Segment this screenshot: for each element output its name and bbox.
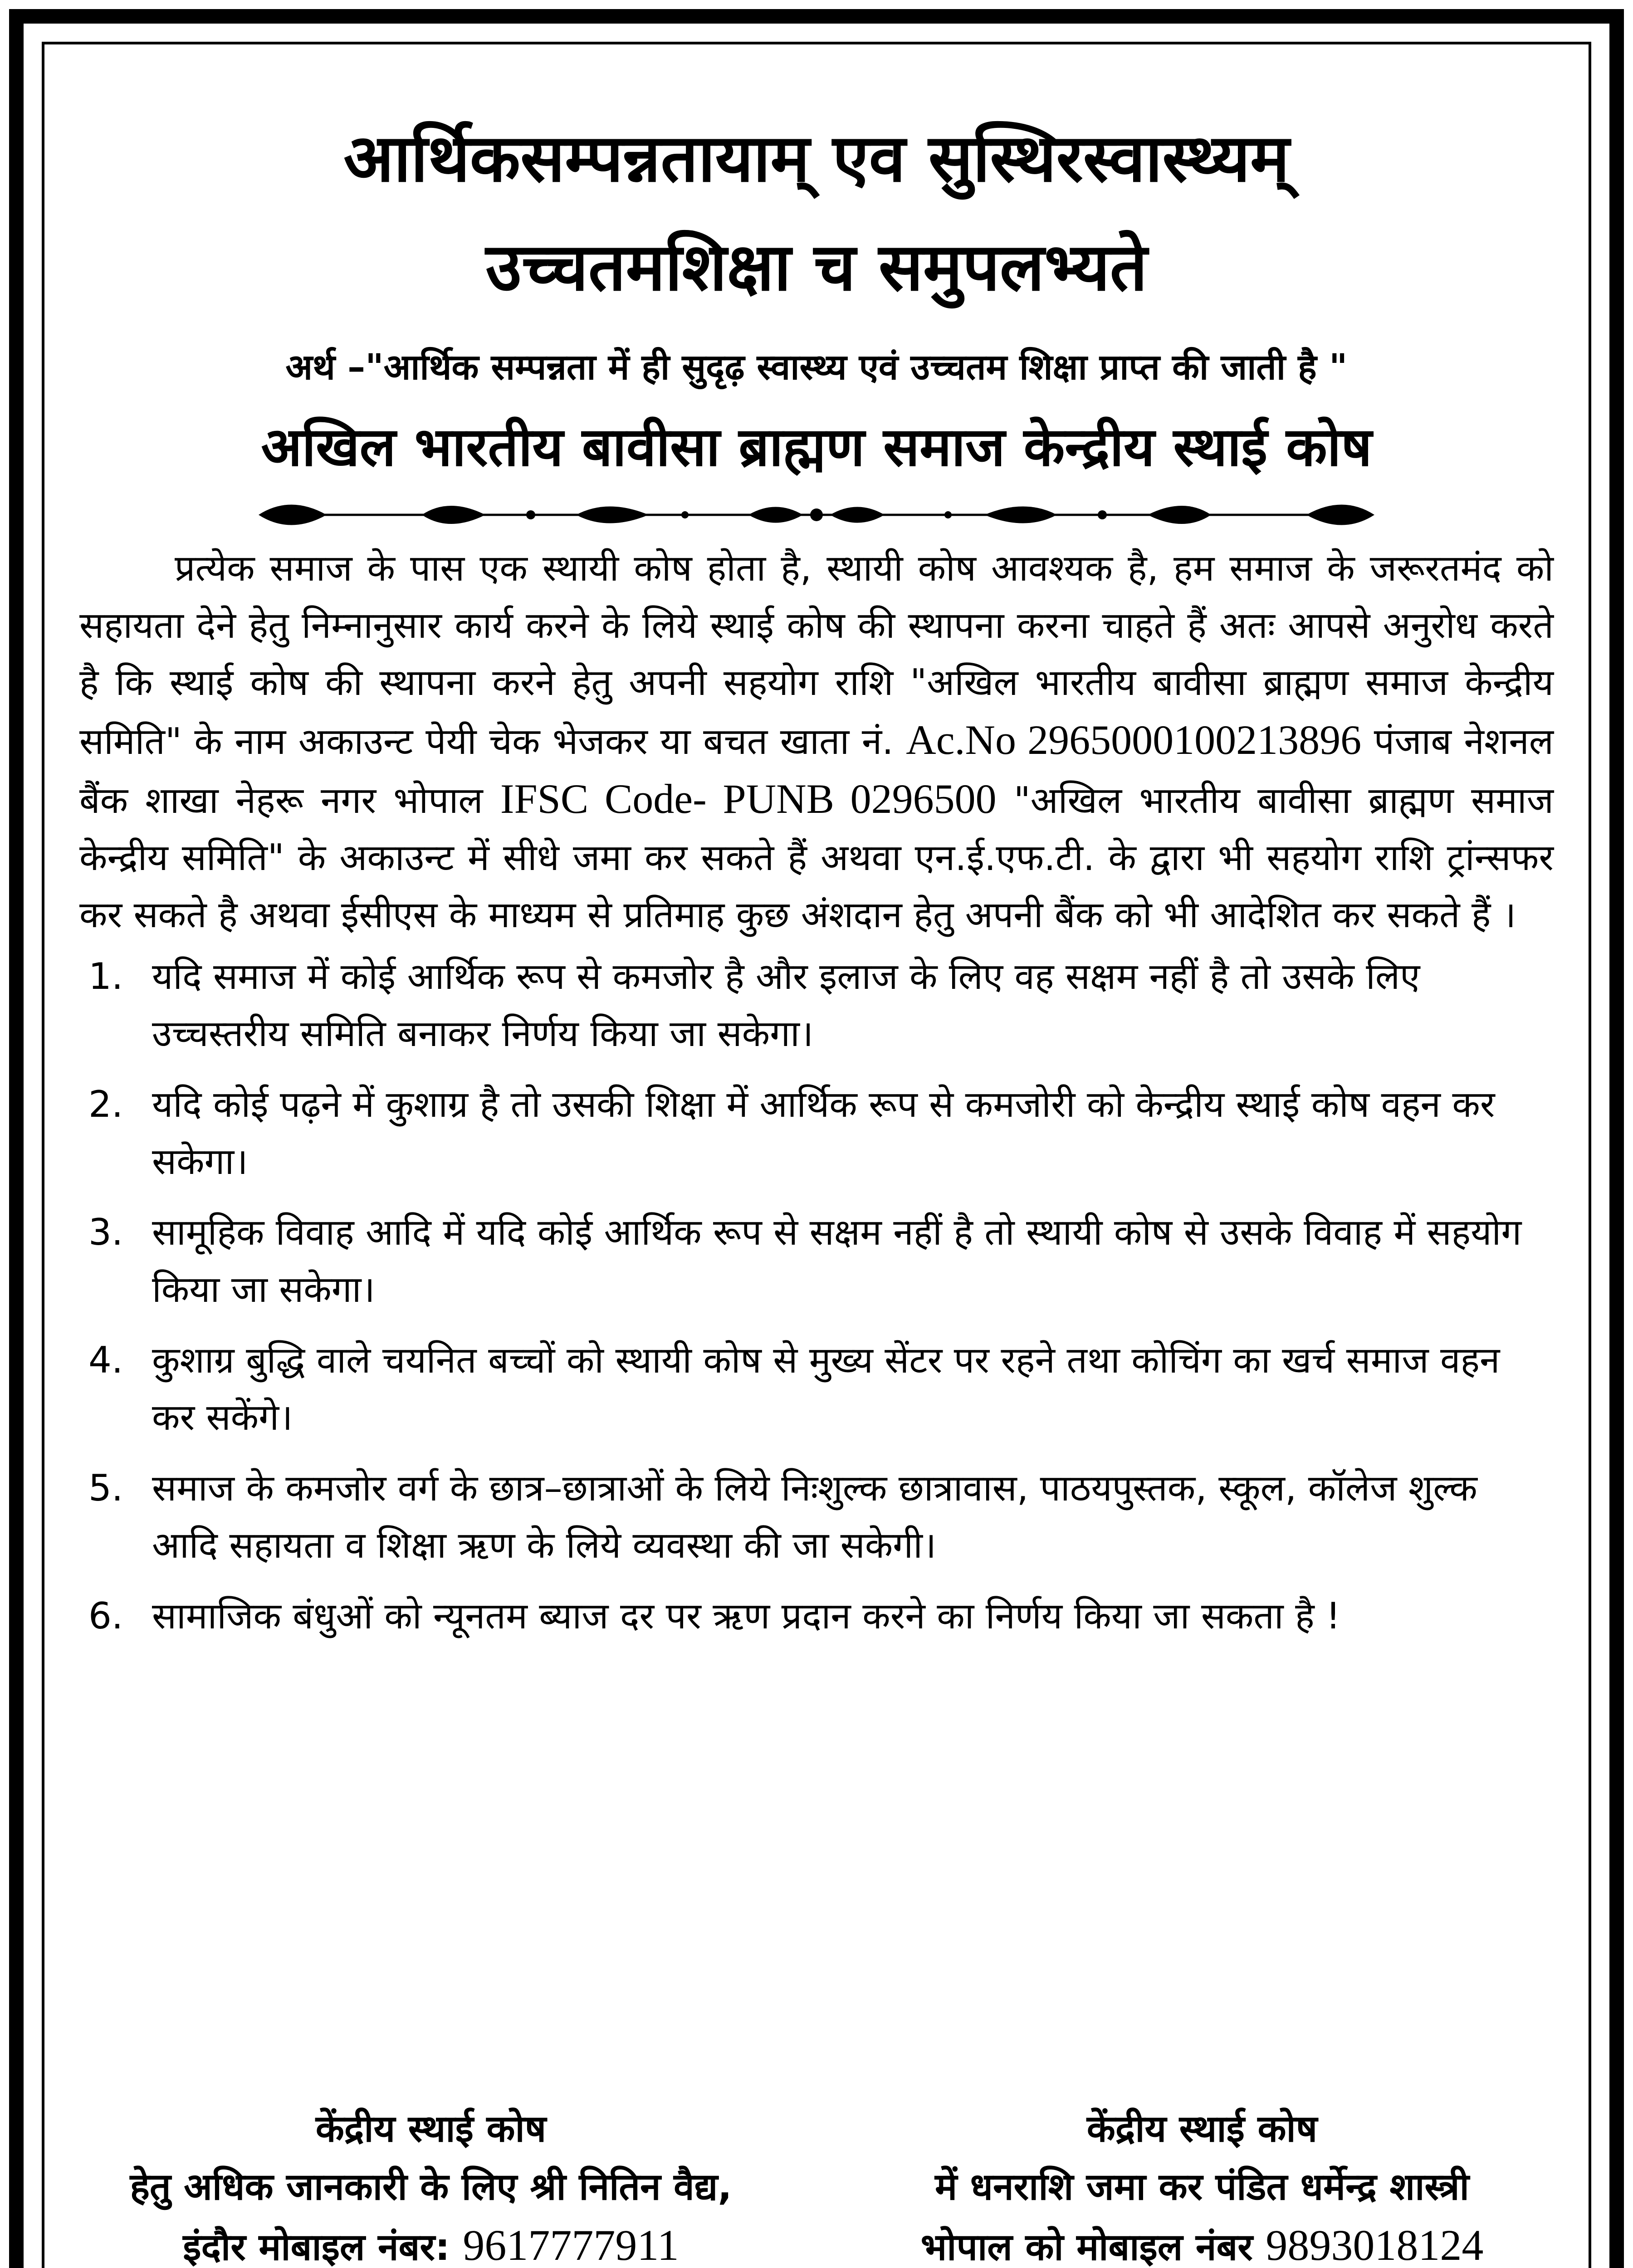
contact-left-phone: 9617777911 — [463, 2221, 679, 2268]
list-item-text: कुशाग्र बुद्धि वाले चयनित बच्चों को स्थायी कोष से मुख्य सेंटर पर रहने तथा कोचिंग का खर्च समाज वहन कर सकेंगे। — [152, 1339, 1500, 1438]
organization-title: अखिल भारतीय बावीसा ब्राह्मण समाज केन्द्रीय स्थाई कोष — [261, 415, 1372, 478]
list-item — [79, 948, 1554, 1062]
intro-paragraph — [79, 540, 1554, 943]
objectives-list — [79, 948, 1554, 1645]
contact-left — [79, 2100, 782, 2268]
list-item-number: 2. — [88, 1083, 123, 1125]
contact-right-heading: केंद्रीय स्थाई कोष — [1086, 2107, 1318, 2151]
bank-branch: पंजाब नेशनल बैंक शाखा नेहरू नगर भोपाल — [79, 720, 1554, 821]
list-item-number: 6. — [88, 1595, 123, 1637]
contact-right-info: में धनराशि जमा कर पंडित धर्मेन्द्र शास्त्री — [935, 2165, 1469, 2209]
list-item-text: समाज के कमजोर वर्ग के छात्र–छात्राओं के लिये निःशुल्क छात्रावास, पाठयपुस्तक, स्कूल, कॉलेज शुल्क आदि सहायता व शिक्षा ऋण के लिये व्यवस्था की जा सकेगी। — [152, 1467, 1477, 1566]
account-number: Ac.No 2965000100213896 — [906, 717, 1362, 763]
list-item — [79, 1588, 1554, 1645]
list-item-text: सामूहिक विवाह आदि में यदि कोई आर्थिक रूप से सक्षम नहीं है तो स्थायी कोष से उसके विवाह में सहयोग किया जा सकेगा। — [152, 1211, 1522, 1310]
intro-text-2: "अखिल भारतीय बावीसा ब्राह्मण समाज केन्द्रीय समिति" के अकाउन्ट में सीधे जमा कर सकते हैं अथवा एन.ई.एफ.टी. के द्वारा भी सहयोग राशि ट्रांन्सफर कर सकते है अथवा ईसीएस के माध्यम से प्रतिमाह कुछ अंशदान हेतु अपनी बैंक को भी आदेशित कर सकते हैं । — [79, 779, 1554, 936]
contact-left-info: हेतु अधिक जानकारी के लिए श्री नितिन वैद्य, — [130, 2165, 732, 2209]
list-item — [79, 1076, 1554, 1190]
sanskrit-verse-line-1: आर्थिकसम्पन्नतायाम् एव सुस्थिरस्वास्थ्यम् — [343, 120, 1290, 197]
contact-section — [79, 2100, 1554, 2268]
ornamental-divider-icon — [249, 494, 1384, 535]
contact-right-phone-line — [851, 2216, 1554, 2268]
sanskrit-verse-line-2: उच्चतमशिक्षा च समुपलभ्यते — [485, 229, 1148, 306]
list-item — [79, 1204, 1554, 1318]
list-item-text: सामाजिक बंधुओं को न्यूनतम ब्याज दर पर ऋण प्रदान करने का निर्णय किया जा सकता है ! — [152, 1595, 1341, 1637]
contact-right-phone-label: भोपाल को मोबाइल नंबर — [920, 2226, 1253, 2268]
list-item — [79, 1332, 1554, 1446]
list-item-number: 3. — [88, 1211, 123, 1253]
verse-meaning: अर्थ –"आर्थिक सम्पन्नता में ही सुदृढ़ स्वास्थ्य एवं उच्चतम शिक्षा प्राप्त की जाती है " — [285, 347, 1348, 388]
intro-text-1: प्रत्येक समाज के पास एक स्थायी कोष होता है, स्थायी कोष आवश्यक है, हम समाज के जरूरतमंद को सहायता देने हेतु निम्नानुसार कार्य करने के लिये स्थाई कोष की स्थापना करना चाहते हैं अतः आपसे अनुरोध करते है कि स्थाई कोष की स्थापना करने हेतु अपनी सहयोग राशि "अखिल भारतीय बावीसा ब्राह्मण समाज केन्द्रीय समिति" के नाम अकाउन्ट पेयी चेक भेजकर या बचत खाता नं. — [79, 547, 1554, 763]
contact-left-heading: केंद्रीय स्थाई कोष — [315, 2107, 547, 2151]
contact-left-phone-label: इंदौर मोबाइल नंबर: — [183, 2226, 450, 2268]
list-item-text: यदि कोई पढ़ने में कुशाग्र है तो उसकी शिक्षा में आर्थिक रूप से कमजोरी को केन्द्रीय स्थाई कोष वहन कर सकेगा। — [152, 1083, 1495, 1183]
contact-left-phone-line — [79, 2216, 782, 2268]
list-item — [79, 1460, 1554, 1574]
notice-content — [79, 104, 1554, 2268]
contact-right — [851, 2100, 1554, 2268]
list-item-number: 1. — [88, 955, 123, 997]
list-item-number: 5. — [88, 1467, 123, 1509]
list-item-number: 4. — [88, 1339, 123, 1381]
contact-right-phone: 9893018124 — [1266, 2221, 1484, 2268]
list-item-text: यदि समाज में कोई आर्थिक रूप से कमजोर है और इलाज के लिए वह सक्षम नहीं है तो उसके लिए उच्चस्तरीय समिति बनाकर निर्णय किया जा सकेगा। — [152, 955, 1420, 1055]
ifsc-code: IFSC Code- PUNB 0296500 — [500, 776, 997, 822]
